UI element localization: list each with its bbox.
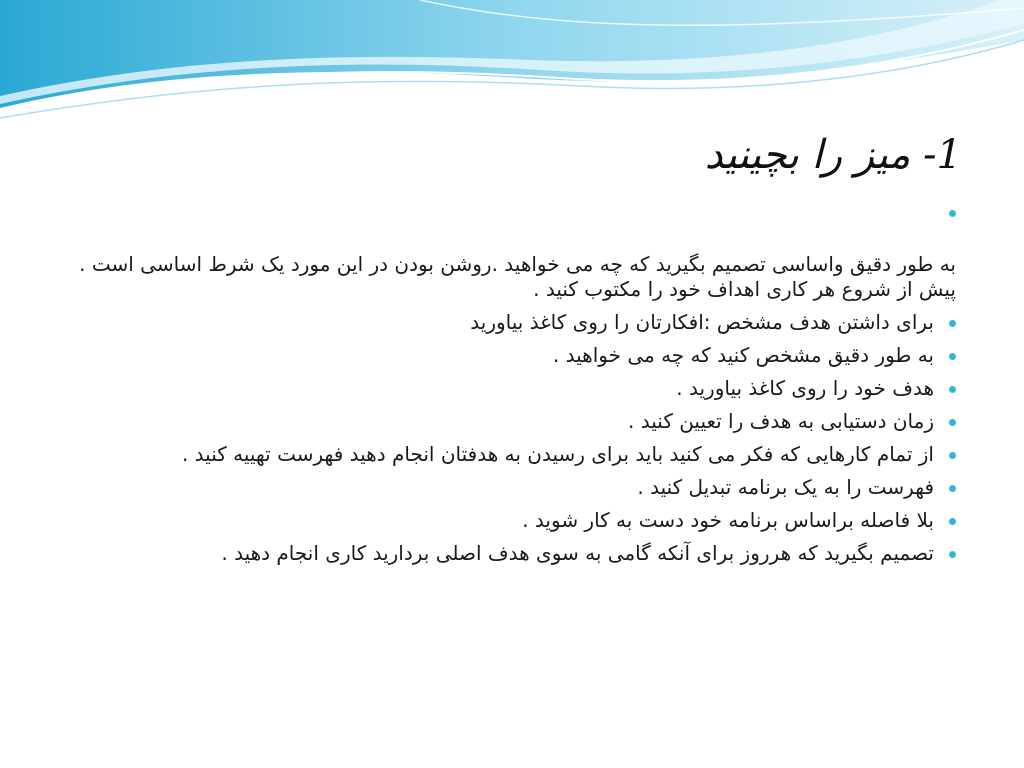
bullet-item: فهرست را به یک برنامه تبدیل کنید . bbox=[62, 475, 956, 500]
bullet-item: بلا فاصله براساس برنامه خود دست به کار شوید . bbox=[62, 508, 956, 533]
bullet-item: از تمام کارهایی که فکر می کنید باید برای رسیدن به هدفتان انجام دهید فهرست تهییه کنید . bbox=[62, 442, 956, 467]
bullet-item: هدف خود را روی کاغذ بیاورید . bbox=[62, 376, 956, 401]
bullet-item: به طور دقیق مشخص کنید که چه می خواهید . bbox=[62, 343, 956, 368]
bullet-item: برای داشتن هدف مشخص :افکارتان را روی کاغذ بیاورید bbox=[62, 310, 956, 335]
slide-title: 1- میز را بچینید bbox=[704, 132, 962, 178]
bullet-item: تصمیم بگیرید که هرروز برای آنکه گامی به سوی هدف اصلی بردارید کاری انجام دهید . bbox=[62, 541, 956, 566]
slide-body bbox=[62, 204, 956, 574]
intro-paragraph: به طور دقیق واساسی تصمیم بگیرید که چه می خواهید .روشن بودن در این مورد یک شرط اساسی است . پیش از شروع هر کاری اهداف خود را مکتوب کنید . bbox=[79, 252, 956, 301]
header-wave-decoration bbox=[0, 0, 1024, 130]
bullet-item: زمان دستیابی به هدف را تعیین کنید . bbox=[62, 409, 956, 434]
empty-bullet bbox=[62, 204, 956, 224]
